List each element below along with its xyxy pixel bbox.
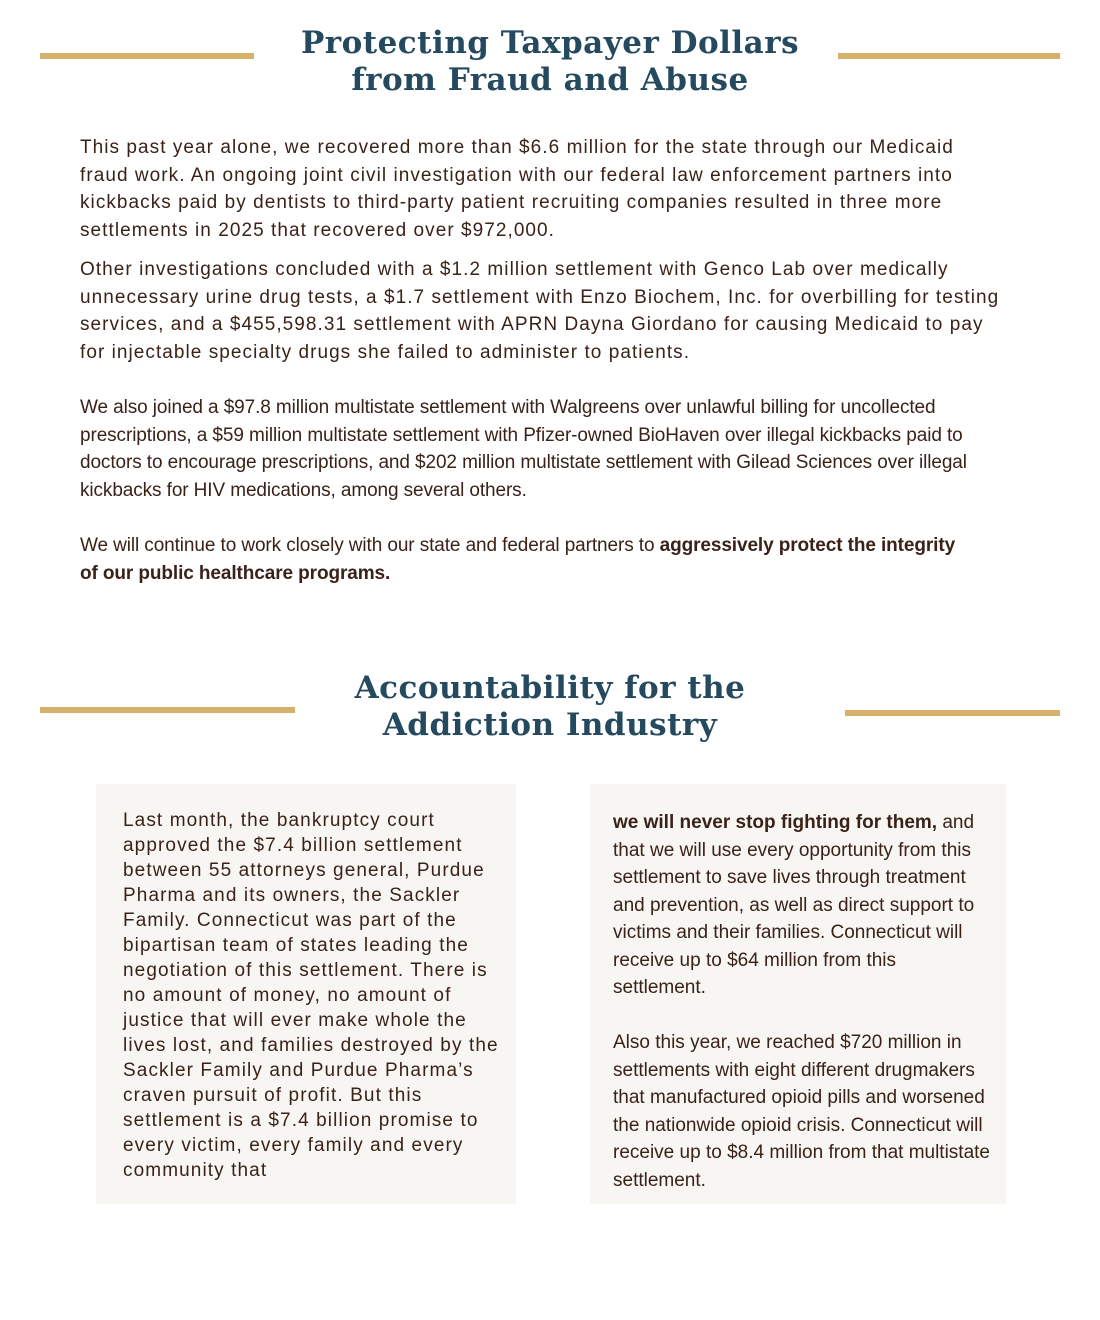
section-title-line-2: Addiction Industry (382, 707, 718, 743)
section-title-line-2: from Fraud and Abuse (351, 62, 749, 98)
section-header-addiction (0, 660, 1100, 760)
paragraph-investigations: Other investigations concluded with a $1.2 million settlement with Genco Lab over medically unnecessary urine drug tests, a $1.7 settlement with Enzo Biochem, Inc. for overbilling for testing services, and a $455,598.31 settlement with APRN Dayna Giordano for causing Medicaid to pay for injectable specialty drugs she failed to administer to patients. (80, 259, 1000, 363)
opioid-settlements-card (590, 784, 1006, 1204)
settlement-commitment (613, 809, 993, 1002)
paragraph-recoveries: This past year alone, we recovered more than $6.6 million for the state through our Medicaid fraud work. An ongoing joint civil investigation with our federal law enforcement partners into kickbacks paid by dentists to third-party patient recruiting companies resulted in three more settlements in 2025 that recovered over $972,000. (80, 137, 954, 241)
purdue-settlement-card (96, 784, 516, 1204)
section-title-line-1: Accountability for the (354, 670, 746, 706)
section-title-addiction (0, 670, 1100, 744)
paragraph-multistate: We also joined a $97.8 million multistate settlement with Walgreens over unlawful billing for uncollected prescriptions, a $59 million multistate settlement with Pfizer-owned BioHaven over illegal kickbacks paid to doctors to encourage prescriptions, and $202 million multistate settlement with Gilead Sciences over illegal kickbacks for HIV medications, among several others. (80, 397, 967, 501)
section-title-line-1: Protecting Taxpayer Dollars (300, 25, 800, 61)
section-header-fraud (0, 0, 1100, 110)
section-title-fraud (0, 25, 1100, 99)
commitment-emphasis: we will never stop fighting for them, (613, 812, 938, 833)
drugmaker-settlements-text: Also this year, we reached $720 million in settlements with eight different drugmakers that manufactured opioid pills and worsened the nationwide opioid crisis. Connecticut will receive up to $8.4 million from that multistate settlement. (613, 1032, 991, 1191)
purdue-settlement-text: Last month, the bankruptcy court approved the $7.4 billion settlement between 55 attorneys general, Purdue Pharma and its owners, the Sackler Family. Connecticut was part of the bipartisan team of states leading the negotiation of this settlement. There is no amount of money, no amount of justice that will ever make whole the lives lost, and families destroyed by the Sackler Family and Purdue Pharma’s craven pursuit of profit. But this settlement is a $7.4 billion promise to every victim, every family and every community that (123, 810, 499, 1181)
commitment-text: and that we will use every opportunity from this settlement to save lives through treatment and prevention, as well as direct support to victims and their families. Connecticut will receive up to $64 million from this settlement. (613, 812, 975, 998)
closing-emphasis: aggressively protect the integrity of our public healthcare programs. (80, 535, 956, 584)
closing-text: We will continue to work closely with our state and federal partners to (80, 535, 660, 556)
fraud-section-body (80, 134, 1020, 587)
paragraph-closing (80, 532, 960, 587)
